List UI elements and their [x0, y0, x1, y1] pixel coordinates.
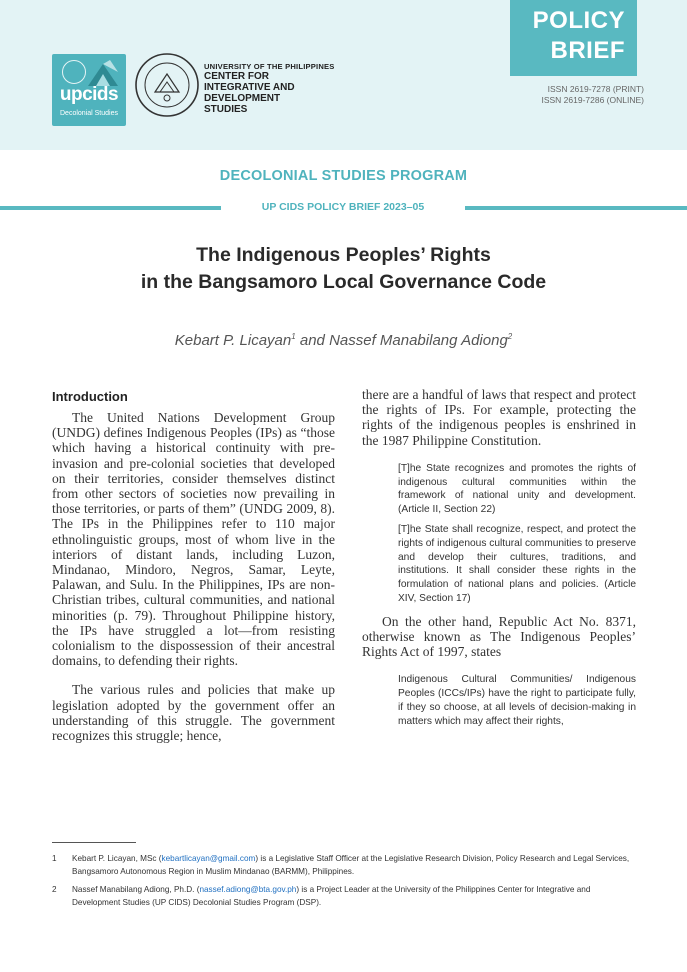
footnote-text: ) is a Legislative Staff Officer at the Legislative Research Division, Policy Research and Legal Services, Bangsamoro Autonomous Region in Muslim Mindanao (BARMM), Philippines.	[72, 854, 630, 876]
body-paragraph: On the other hand, Republic Act No. 8371, otherwise known as The Indigenous Peoples’ Rights Act of 1997, states	[362, 613, 636, 660]
up-seal-icon	[134, 52, 200, 118]
issn-print: ISSN 2619-7278 (PRINT)	[547, 84, 644, 94]
policy-brief-badge	[510, 0, 637, 76]
footnote-number: 1	[52, 854, 57, 863]
footnote-number: 2	[52, 885, 57, 894]
footnotes	[52, 852, 637, 914]
center-line-1: CENTER FOR	[204, 71, 269, 82]
brief-number: UP CIDS POLICY BRIEF 2023–05	[261, 201, 425, 213]
upcids-logo	[52, 54, 126, 126]
authors	[0, 332, 687, 349]
body-paragraph: The various rules and policies that make up legislation adopted by the government offer an understanding of this struggle. The government recognizes this struggle; hence,	[52, 682, 335, 744]
email-link[interactable]: nassef.adiong@bta.gov.ph	[199, 885, 297, 894]
brief-label: BRIEF	[550, 37, 625, 64]
logo-subtitle: Decolonial Studies	[60, 110, 118, 117]
email-link[interactable]: kebartlicayan@gmail.com	[161, 854, 256, 863]
institution-name	[204, 62, 335, 115]
issn-online: ISSN 2619-7286 (ONLINE)	[541, 95, 644, 105]
policy-label: POLICY	[532, 7, 625, 34]
center-line-4: STUDIES	[204, 104, 248, 115]
footnote-text: Kebart P. Licayan, MSc (	[72, 854, 162, 863]
logo-wordmark: upcids	[59, 84, 119, 105]
body-paragraph: there are a handful of laws that respect and protect the rights of IPs. For example, protecting the rights of the indigenous peoples is enshrined in the 1987 Philippine Constitution.	[362, 387, 636, 448]
block-quote: Indigenous Cultural Communities/ Indigenous Peoples (ICCs/IPs) have the right to participate fully, if they so choose, at all levels of decision-making in matters which may affect their rights,	[398, 674, 636, 727]
author-1-footnote-ref[interactable]: 1	[291, 332, 296, 341]
left-column	[52, 389, 335, 743]
title-line-1: The Indigenous Peoples’ Rights	[196, 244, 491, 266]
document-title	[0, 242, 687, 296]
author-2: Nassef Manabilang Adiong	[329, 332, 508, 349]
center-line-3: DEVELOPMENT	[204, 93, 281, 104]
footnote-text: Nassef Manabilang Adiong, Ph.D. (	[72, 885, 200, 894]
author-1: Kebart P. Licayan	[174, 332, 292, 349]
center-line-2: INTEGRATIVE AND	[204, 82, 295, 93]
divider-right	[465, 206, 687, 210]
footnote-text: ) is a Project Leader at the University of the Philippines Center for Integrative and Development Studies (UP CIDS) Decolonial Studies Program (DSP).	[72, 885, 591, 907]
title-line-2: in the Bangsamoro Local Governance Code	[140, 271, 547, 293]
logo-mark-icon	[88, 60, 118, 86]
block-quote: [T]he State recognizes and promotes the rights of indigenous cultural communities within the framework of national unity and development. (Article II, Section 22)	[398, 462, 636, 516]
block-quote: [T]he State shall recognize, respect, and protect the rights of indigenous cultural communities to preserve and develop their cultures, traditions, and institutions. It shall consider these rights in the formulation of national plans and policies. (Article XIV, Section 17)	[398, 524, 636, 604]
footnote	[52, 883, 637, 909]
university-label: UNIVERSITY OF THE PHILIPPINES	[204, 62, 335, 71]
right-column	[362, 387, 636, 729]
footnote	[52, 852, 637, 878]
divider-left	[0, 206, 221, 210]
body-paragraph: The United Nations Development Group (UNDG) defines Indigenous Peoples (IPs) as “those which having a historical continuity with pre-invasion and pre-colonial societies that developed on their territories, consider themselves distinct from other sectors of societies now prevailing in those territories, or parts of them” (UNDG 2009, 8). The IPs in the Philippines refer to 110 major ethnolinguistic groups, most of whom live in the interiors of distant lands, including Luzon, Mindanao, Mindoro, Negros, Samar, Leyte, Palawan, and Sulu. In the Philippines, IPs are non-Christian tribes, cultural communities, and national minorities (p. 79). Throughout Philippine history, the IPs have struggled a lot—from resisting colonialism to the dispossession of their ancestral domains, to defending their rights.	[52, 410, 335, 669]
program-title: DECOLONIAL STUDIES PROGRAM	[219, 168, 468, 184]
seal-icon	[62, 60, 86, 84]
footnote-divider	[52, 842, 136, 843]
section-heading-introduction: Introduction	[52, 389, 128, 404]
author-join: and	[295, 332, 330, 349]
author-2-footnote-ref[interactable]: 2	[507, 332, 513, 341]
